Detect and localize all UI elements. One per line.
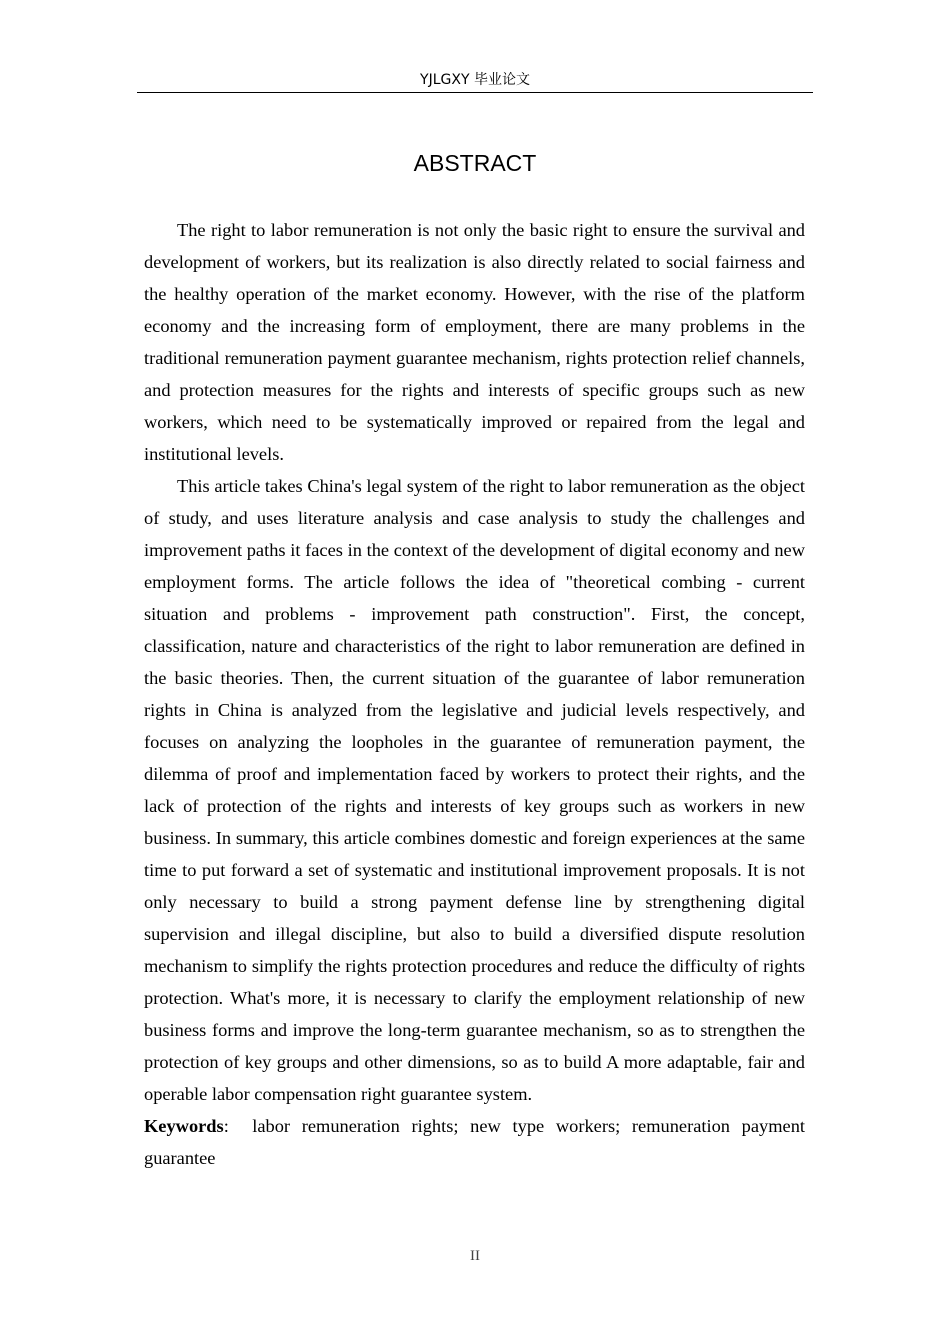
page-number: II — [470, 1248, 480, 1264]
keywords-line — [144, 1110, 805, 1174]
header-rule — [137, 92, 813, 93]
page-header: YJLGXY 毕业论文 — [420, 72, 530, 88]
keywords-text: labor remuneration rights; new type workers; remuneration payment guarantee — [144, 1116, 806, 1168]
keywords-separator: : — [223, 1116, 229, 1136]
abstract-paragraph-2: This article takes China's legal system of the right to labor remuneration as the object of study, and uses literature analysis and case analysis to study the challenges and improvement paths it faces in the context of the development of digital economy and new employment forms. The article follows the idea of "theoretical combing - current situation and problems - improvement path construction". First, the concept, classification, nature and characteristics of the right to labor remuneration are defined in the basic theories. Then, the current situation of the guarantee of labor remuneration rights in China is analyzed from the legislative and judicial levels respectively, and focuses on analyzing the loopholes in the guarantee of remuneration payment, the dilemma of proof and implementation faced by workers to protect their rights, and the lack of protection of the rights and interests of key groups such as workers in new business. In summary, this article combines domestic and foreign experiences at the same time to put forward a set of systematic and institutional improvement proposals. It is not only necessary to build a strong payment defense line by strengthening digital supervision and illegal discipline, but also to build a diversified dispute resolution mechanism to simplify the rights protection procedures and reduce the difficulty of rights protection. What's more, it is necessary to clarify the employment relationship of new business forms and improve the long-term guarantee mechanism, so as to strengthen the protection of key groups and other dimensions, so as to build A more adaptable, fair and operable labor compensation right guarantee system. — [144, 476, 805, 1104]
keywords-label: Keywords — [144, 1116, 224, 1136]
abstract-body — [144, 214, 805, 1174]
abstract-paragraph-1: The right to labor remuneration is not only the basic right to ensure the survival and development of workers, but its realization is also directly related to social fairness and the healthy operation of the market economy. However, with the rise of the platform economy and the increasing form of employment, there are many problems in the traditional remuneration payment guarantee mechanism, rights protection relief channels, and protection measures for the rights and interests of specific groups such as new workers, which need to be systematically improved or repaired from the legal and institutional levels. — [144, 220, 805, 464]
abstract-title: ABSTRACT — [413, 150, 537, 176]
